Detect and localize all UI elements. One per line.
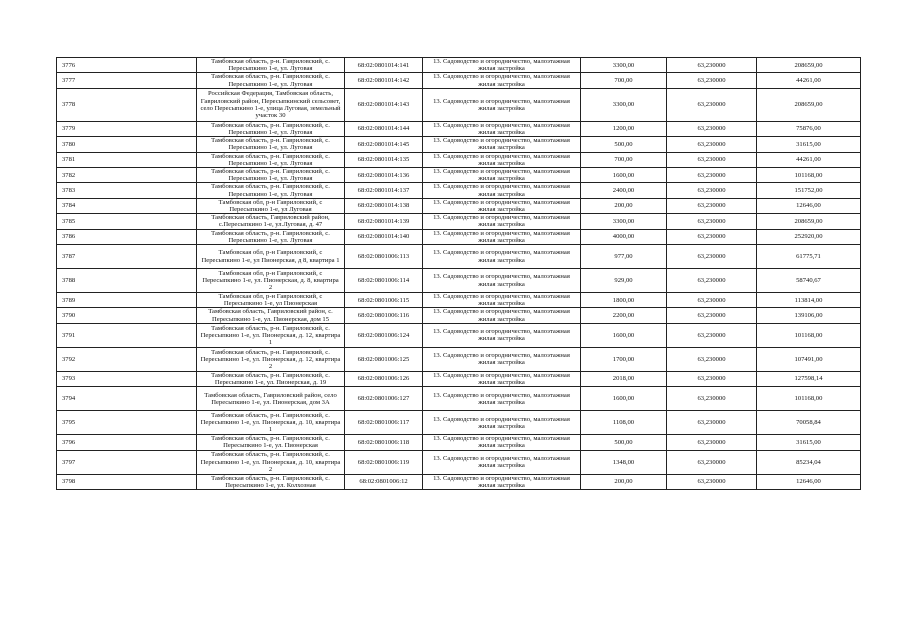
row-number: 3794 <box>57 387 197 411</box>
row-number: 3784 <box>57 198 197 213</box>
address-cell: Российская Федерация, Тамбовская область, Гавриловский район, Пересыпкинский сельсовет, село Пересыпкино 1-е, улица Луговая, земельный участок 30 <box>197 88 345 121</box>
table-row <box>57 198 861 213</box>
area-cell: 3300,00 <box>581 88 667 121</box>
land-use-cell: 13. Садоводство и огородничество, малоэтажная жилая застройка <box>423 269 581 293</box>
land-use-cell: 13. Садоводство и огородничество, малоэтажная жилая застройка <box>423 198 581 213</box>
row-number: 3788 <box>57 269 197 293</box>
area-cell: 2018,00 <box>581 371 667 386</box>
land-use-cell: 13. Садоводство и огородничество, малоэтажная жилая застройка <box>423 450 581 474</box>
cadastral-number-cell: 68:02:0801014:138 <box>345 198 423 213</box>
cadastral-number-cell: 68:02:0801014:145 <box>345 137 423 152</box>
area-cell: 500,00 <box>581 435 667 450</box>
cadastral-value-cell: 44261,00 <box>757 152 861 167</box>
land-use-cell: 13. Садоводство и огородничество, малоэтажная жилая застройка <box>423 229 581 244</box>
row-number: 3785 <box>57 214 197 229</box>
land-use-cell: 13. Садоводство и огородничество, малоэтажная жилая застройка <box>423 293 581 308</box>
table-row <box>57 347 861 371</box>
rate-cell: 63,230000 <box>667 245 757 269</box>
cadastral-value-cell: 101168,00 <box>757 387 861 411</box>
cadastral-value-cell: 31615,00 <box>757 137 861 152</box>
area-cell: 200,00 <box>581 474 667 489</box>
area-cell: 1200,00 <box>581 121 667 136</box>
table-row <box>57 435 861 450</box>
table-row <box>57 183 861 198</box>
rate-cell: 63,230000 <box>667 371 757 386</box>
address-cell: Тамбовская область, р-н. Гавриловский, с. Пересыпкино 1-е, ул. Пионерская, д. 10, квартира 2 <box>197 450 345 474</box>
cadastral-number-cell: 68:02:0801014:140 <box>345 229 423 244</box>
cadastral-value-cell: 208659,00 <box>757 214 861 229</box>
address-cell: Тамбовская область, р-н. Гавриловский, с. Пересыпкино 1-е, ул. Пионерская, д. 12, квартира 2 <box>197 347 345 371</box>
row-number: 3796 <box>57 435 197 450</box>
table-row <box>57 121 861 136</box>
area-cell: 1800,00 <box>581 293 667 308</box>
rate-cell: 63,230000 <box>667 58 757 73</box>
address-cell: Тамбовская область, р-н. Гавриловский, с. Пересыпкино 1-е, ул. Пионерская <box>197 435 345 450</box>
table-row <box>57 308 861 323</box>
address-cell: Тамбовская обл, р-н Гавриловский, с Пересыпкино 1-е, ул Луговая <box>197 198 345 213</box>
land-use-cell: 13. Садоводство и огородничество, малоэтажная жилая застройка <box>423 214 581 229</box>
cadastral-value-cell: 75876,00 <box>757 121 861 136</box>
row-number: 3779 <box>57 121 197 136</box>
row-number: 3798 <box>57 474 197 489</box>
area-cell: 500,00 <box>581 137 667 152</box>
land-use-cell: 13. Садоводство и огородничество, малоэтажная жилая застройка <box>423 371 581 386</box>
rate-cell: 63,230000 <box>667 474 757 489</box>
cadastral-number-cell: 68:02:0801006:12 <box>345 474 423 489</box>
rate-cell: 63,230000 <box>667 73 757 88</box>
table-row <box>57 137 861 152</box>
rate-cell: 63,230000 <box>667 214 757 229</box>
land-use-cell: 13. Садоводство и огородничество, малоэтажная жилая застройка <box>423 474 581 489</box>
address-cell: Тамбовская область, р-н. Гавриловский, с. Пересыпкино 1-е, ул. Луговая <box>197 229 345 244</box>
table-row <box>57 88 861 121</box>
rate-cell: 63,230000 <box>667 450 757 474</box>
cadastral-number-cell: 68:02:0801014:135 <box>345 152 423 167</box>
cadastral-number-cell: 68:02:0801006:118 <box>345 435 423 450</box>
rate-cell: 63,230000 <box>667 229 757 244</box>
address-cell: Тамбовская область, р-н. Гавриловский, с. Пересыпкино 1-е, ул. Луговая <box>197 58 345 73</box>
area-cell: 977,00 <box>581 245 667 269</box>
cadastral-number-cell: 68:02:0801006:124 <box>345 323 423 347</box>
cadastral-number-cell: 68:02:0801006:125 <box>345 347 423 371</box>
table-row <box>57 152 861 167</box>
address-cell: Тамбовская область, р-н. Гавриловский, с. Пересыпкино 1-е, ул. Луговая <box>197 73 345 88</box>
cadastral-number-cell: 68:02:0801006:117 <box>345 411 423 435</box>
cadastral-value-table <box>56 57 861 490</box>
address-cell: Тамбовская область, р-н. Гавриловский, с. Пересыпкино 1-е, ул. Пионерская, д. 10, квартира 1 <box>197 411 345 435</box>
cadastral-value-cell: 85234,04 <box>757 450 861 474</box>
area-cell: 4000,00 <box>581 229 667 244</box>
table-row <box>57 387 861 411</box>
cadastral-number-cell: 68:02:0801014:139 <box>345 214 423 229</box>
table-row <box>57 269 861 293</box>
area-cell: 1600,00 <box>581 168 667 183</box>
row-number: 3797 <box>57 450 197 474</box>
land-use-cell: 13. Садоводство и огородничество, малоэтажная жилая застройка <box>423 183 581 198</box>
cadastral-value-cell: 252920,00 <box>757 229 861 244</box>
area-cell: 1348,00 <box>581 450 667 474</box>
rate-cell: 63,230000 <box>667 183 757 198</box>
cadastral-number-cell: 68:02:0801006:114 <box>345 269 423 293</box>
land-use-cell: 13. Садоводство и огородничество, малоэтажная жилая застройка <box>423 88 581 121</box>
cadastral-value-cell: 101168,00 <box>757 168 861 183</box>
cadastral-value-cell: 208659,00 <box>757 88 861 121</box>
address-cell: Тамбовская область, р-н. Гавриловский, с. Пересыпкино 1-е, ул. Луговая <box>197 121 345 136</box>
area-cell: 700,00 <box>581 73 667 88</box>
area-cell: 1108,00 <box>581 411 667 435</box>
rate-cell: 63,230000 <box>667 88 757 121</box>
land-use-cell: 13. Садоводство и огородничество, малоэтажная жилая застройка <box>423 308 581 323</box>
rate-cell: 63,230000 <box>667 323 757 347</box>
cadastral-value-cell: 113814,00 <box>757 293 861 308</box>
row-number: 3789 <box>57 293 197 308</box>
rate-cell: 63,230000 <box>667 137 757 152</box>
table-row <box>57 73 861 88</box>
address-cell: Тамбовская область, Гавриловский район, с.Пересыпкино 1-е, ул.Луговая, д. 47 <box>197 214 345 229</box>
table-row <box>57 293 861 308</box>
cadastral-number-cell: 68:02:0801006:127 <box>345 387 423 411</box>
table-row <box>57 411 861 435</box>
land-use-cell: 13. Садоводство и огородничество, малоэтажная жилая застройка <box>423 411 581 435</box>
cadastral-value-cell: 31615,00 <box>757 435 861 450</box>
table-row <box>57 214 861 229</box>
cadastral-value-cell: 61775,71 <box>757 245 861 269</box>
area-cell: 200,00 <box>581 198 667 213</box>
cadastral-number-cell: 68:02:0801006:113 <box>345 245 423 269</box>
cadastral-value-cell: 139106,00 <box>757 308 861 323</box>
cadastral-value-cell: 107491,00 <box>757 347 861 371</box>
address-cell: Тамбовская область, р-н. Гавриловский, с. Пересыпкино 1-е, ул. Пионерская, д. 19 <box>197 371 345 386</box>
table-row <box>57 450 861 474</box>
land-use-cell: 13. Садоводство и огородничество, малоэтажная жилая застройка <box>423 347 581 371</box>
address-cell: Тамбовская обл, р-н Гавриловский, с Пересыпкино 1-е, ул Пионерская <box>197 293 345 308</box>
row-number: 3793 <box>57 371 197 386</box>
cadastral-value-cell: 12646,00 <box>757 474 861 489</box>
rate-cell: 63,230000 <box>667 411 757 435</box>
address-cell: Тамбовская область, р-н. Гавриловский, с. Пересыпкино 1-е, ул. Пионерская, д. 12, квартира 1 <box>197 323 345 347</box>
land-use-cell: 13. Садоводство и огородничество, малоэтажная жилая застройка <box>423 168 581 183</box>
row-number: 3777 <box>57 73 197 88</box>
address-cell: Тамбовская область, Гавриловский район, село Пересыпкино 1-е, ул. Пионерская, дом 3А <box>197 387 345 411</box>
land-use-cell: 13. Садоводство и огородничество, малоэтажная жилая застройка <box>423 387 581 411</box>
rate-cell: 63,230000 <box>667 269 757 293</box>
cadastral-number-cell: 68:02:0801014:143 <box>345 88 423 121</box>
row-number: 3780 <box>57 137 197 152</box>
table-row <box>57 474 861 489</box>
rate-cell: 63,230000 <box>667 387 757 411</box>
address-cell: Тамбовская обл, р-н Гавриловский, с Пересыпкино 1-е, ул. Пионерская, д. 8, квартира 2 <box>197 269 345 293</box>
land-use-cell: 13. Садоводство и огородничество, малоэтажная жилая застройка <box>423 245 581 269</box>
rate-cell: 63,230000 <box>667 121 757 136</box>
rate-cell: 63,230000 <box>667 168 757 183</box>
land-use-cell: 13. Садоводство и огородничество, малоэтажная жилая застройка <box>423 435 581 450</box>
rate-cell: 63,230000 <box>667 308 757 323</box>
cadastral-value-cell: 208659,00 <box>757 58 861 73</box>
rate-cell: 63,230000 <box>667 198 757 213</box>
area-cell: 2200,00 <box>581 308 667 323</box>
cadastral-number-cell: 68:02:0801006:116 <box>345 308 423 323</box>
cadastral-value-cell: 58740,67 <box>757 269 861 293</box>
cadastral-number-cell: 68:02:0801014:141 <box>345 58 423 73</box>
cadastral-number-cell: 68:02:0801006:115 <box>345 293 423 308</box>
area-cell: 1600,00 <box>581 323 667 347</box>
rate-cell: 63,230000 <box>667 152 757 167</box>
row-number: 3776 <box>57 58 197 73</box>
cadastral-number-cell: 68:02:0801014:137 <box>345 183 423 198</box>
area-cell: 929,00 <box>581 269 667 293</box>
table-row <box>57 323 861 347</box>
land-use-cell: 13. Садоводство и огородничество, малоэтажная жилая застройка <box>423 152 581 167</box>
row-number: 3787 <box>57 245 197 269</box>
row-number: 3791 <box>57 323 197 347</box>
row-number: 3783 <box>57 183 197 198</box>
land-use-cell: 13. Садоводство и огородничество, малоэтажная жилая застройка <box>423 121 581 136</box>
cadastral-number-cell: 68:02:0801014:142 <box>345 73 423 88</box>
row-number: 3795 <box>57 411 197 435</box>
cadastral-value-cell: 151752,00 <box>757 183 861 198</box>
address-cell: Тамбовская обл, р-н Гавриловский, с Пересыпкино 1-е, ул Пионерская, д 8, квартира 1 <box>197 245 345 269</box>
table-row <box>57 168 861 183</box>
land-use-cell: 13. Садоводство и огородничество, малоэтажная жилая застройка <box>423 58 581 73</box>
address-cell: Тамбовская область, р-н. Гавриловский, с. Пересыпкино 1-е, ул. Луговая <box>197 137 345 152</box>
address-cell: Тамбовская область, р-н. Гавриловский, с. Пересыпкино 1-е, ул. Луговая <box>197 152 345 167</box>
table-row <box>57 229 861 244</box>
cadastral-number-cell: 68:02:0801014:136 <box>345 168 423 183</box>
land-use-cell: 13. Садоводство и огородничество, малоэтажная жилая застройка <box>423 137 581 152</box>
row-number: 3778 <box>57 88 197 121</box>
table-row <box>57 58 861 73</box>
row-number: 3790 <box>57 308 197 323</box>
row-number: 3786 <box>57 229 197 244</box>
rate-cell: 63,230000 <box>667 293 757 308</box>
row-number: 3792 <box>57 347 197 371</box>
cadastral-value-cell: 44261,00 <box>757 73 861 88</box>
area-cell: 700,00 <box>581 152 667 167</box>
cadastral-number-cell: 68:02:0801014:144 <box>345 121 423 136</box>
rate-cell: 63,230000 <box>667 347 757 371</box>
table-row <box>57 245 861 269</box>
area-cell: 1700,00 <box>581 347 667 371</box>
address-cell: Тамбовская область, Гавриловский район, с. Пересыпкино 1-е, ул. Пионерская, дом 15 <box>197 308 345 323</box>
land-use-cell: 13. Садоводство и огородничество, малоэтажная жилая застройка <box>423 323 581 347</box>
address-cell: Тамбовская область, р-н. Гавриловский, с. Пересыпкино 1-е, ул. Колхозная <box>197 474 345 489</box>
land-use-cell: 13. Садоводство и огородничество, малоэтажная жилая застройка <box>423 73 581 88</box>
table-body <box>57 58 861 490</box>
address-cell: Тамбовская область, р-н. Гавриловский, с. Пересыпкино 1-е, ул. Луговая <box>197 183 345 198</box>
table-row <box>57 371 861 386</box>
area-cell: 2400,00 <box>581 183 667 198</box>
cadastral-number-cell: 68:02:0801006:119 <box>345 450 423 474</box>
cadastral-value-cell: 101168,00 <box>757 323 861 347</box>
cadastral-value-cell: 127598,14 <box>757 371 861 386</box>
cadastral-number-cell: 68:02:0801006:126 <box>345 371 423 386</box>
cadastral-value-cell: 70058,84 <box>757 411 861 435</box>
rate-cell: 63,230000 <box>667 435 757 450</box>
row-number: 3782 <box>57 168 197 183</box>
area-cell: 3300,00 <box>581 58 667 73</box>
area-cell: 3300,00 <box>581 214 667 229</box>
row-number: 3781 <box>57 152 197 167</box>
address-cell: Тамбовская область, р-н. Гавриловский, с. Пересыпкино 1-е, ул. Луговая <box>197 168 345 183</box>
cadastral-value-cell: 12646,00 <box>757 198 861 213</box>
area-cell: 1600,00 <box>581 387 667 411</box>
